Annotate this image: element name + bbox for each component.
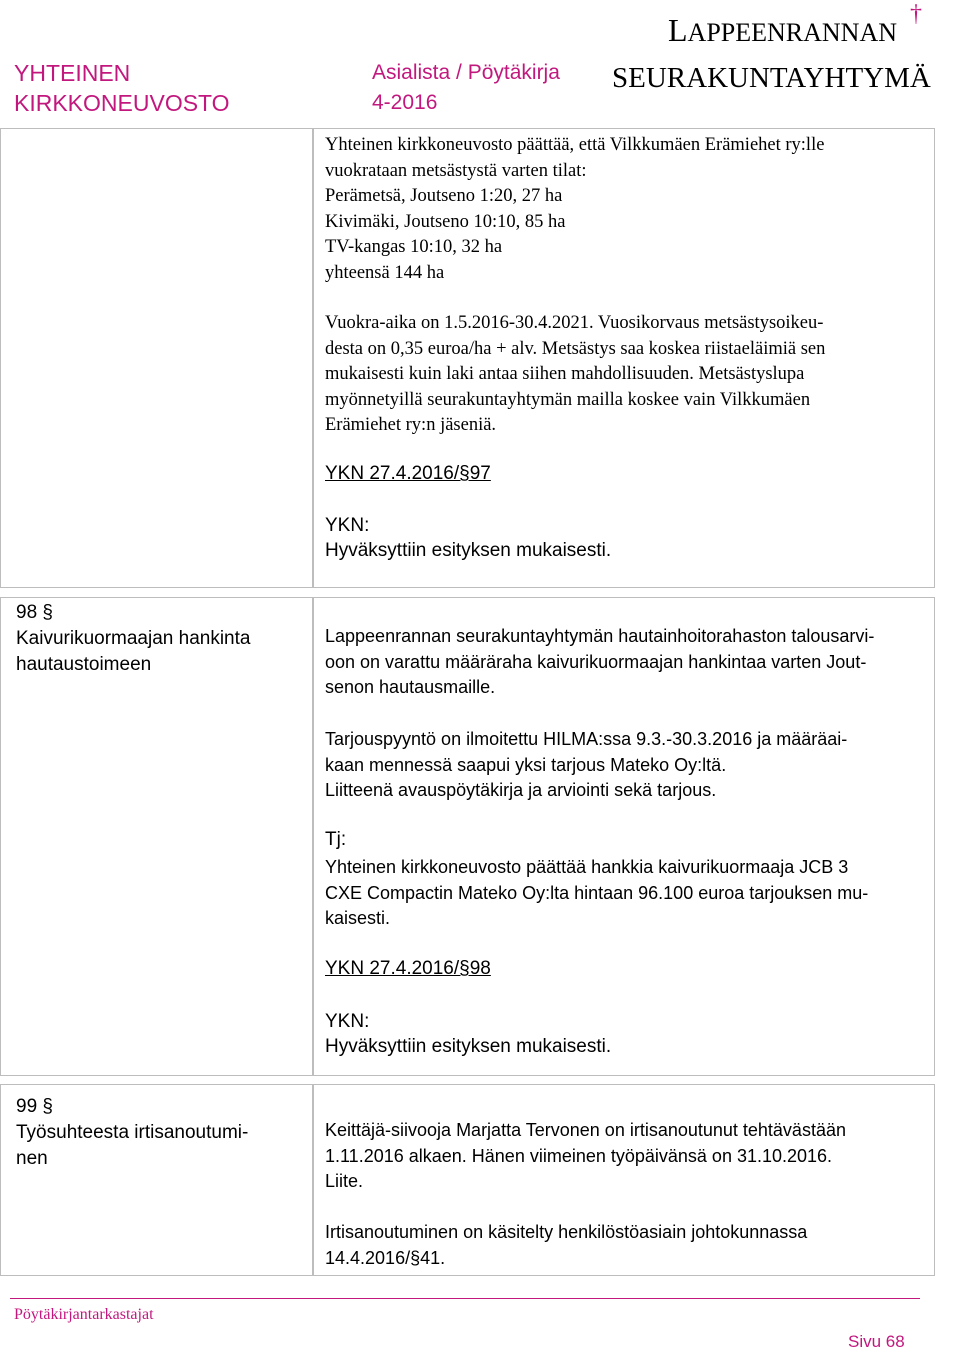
prev-decision-label: YKN: bbox=[325, 515, 370, 536]
section-98-decision-label: YKN: bbox=[325, 1011, 370, 1032]
footer-reviewers-label: Pöytäkirjantarkastajat bbox=[14, 1306, 154, 1323]
prev-meeting-reference: YKN 27.4.2016/§97 bbox=[325, 463, 491, 484]
section-title: Työsuhteesta irtisanoutumi- bbox=[16, 1122, 249, 1143]
document-type-line1: Asialista / Pöytäkirja bbox=[372, 61, 560, 84]
text-line: Yhteinen kirkkoneuvosto päättää, että Vilkkumäen Erämiehet ry:lle bbox=[325, 135, 825, 155]
cross-icon: † bbox=[910, 1, 922, 27]
text-line: desta on 0,35 euroa/ha + alv. Metsästys saa koskea riistaeläimiä sen bbox=[325, 338, 826, 359]
text-line: oon on varattu määräraha kaivurikuormaajan hankintaa varten Jout- bbox=[325, 651, 867, 672]
text-line: Lappeenrannan seurakuntayhtymän hautainhoitorahaston talousarvi- bbox=[325, 626, 875, 646]
footer-divider bbox=[10, 1298, 920, 1299]
section-number: 99 § bbox=[16, 1096, 53, 1117]
brand-rest: APPEENRANNAN bbox=[687, 18, 898, 47]
page-number: Sivu 68 bbox=[848, 1332, 905, 1351]
org-name bbox=[14, 58, 230, 118]
section-title: Kaivurikuormaajan hankinta bbox=[16, 628, 251, 649]
brand-subtitle: SEURAKUNTAYHTYMÄ bbox=[612, 62, 931, 94]
text-line: Vuokra-aika on 1.5.2016-30.4.2021. Vuosikorvaus metsästysoikeu- bbox=[325, 313, 824, 333]
text-line: kaan mennessä saapui yksi tarjous Mateko Oy:ltä. bbox=[325, 754, 727, 775]
text-line: Tarjouspyyntö on ilmoitettu HILMA:ssa 9.3.-30.3.2016 ja määräai- bbox=[325, 729, 848, 749]
section-98-description bbox=[325, 624, 925, 701]
document-type bbox=[372, 58, 560, 118]
brand-initial: L bbox=[668, 12, 688, 48]
text-line: Liitteenä avauspöytäkirja ja arviointi sekä tarjous. bbox=[325, 780, 717, 801]
section-99-handling bbox=[325, 1220, 925, 1271]
section-98-proposal-label: Tj: bbox=[325, 829, 347, 850]
text-line: CXE Compactin Mateko Oy:lta hintaan 96.100 euroa tarjouksen mu- bbox=[325, 882, 869, 903]
table-cell-left-prev bbox=[0, 128, 313, 588]
section-98-proposal bbox=[325, 855, 925, 932]
section-98-meeting-reference: YKN 27.4.2016/§98 bbox=[325, 958, 491, 979]
text-line: Yhteinen kirkkoneuvosto päättää hankkia kaivurikuormaaja JCB 3 bbox=[325, 857, 849, 877]
text-line: vuokrataan metsästystä varten tilat: bbox=[325, 160, 587, 181]
prev-decision-result: Hyväksyttiin esityksen mukaisesti. bbox=[325, 540, 612, 561]
section-99-description bbox=[325, 1118, 925, 1195]
section-title: hautaustoimeen bbox=[16, 654, 152, 675]
section-title: nen bbox=[16, 1148, 48, 1169]
brand-name bbox=[668, 10, 897, 53]
text-line: Perämetsä, Joutseno 1:20, 27 ha bbox=[325, 186, 563, 207]
text-line: 1.11.2016 alkaen. Hänen viimeinen työpäivänsä on 31.10.2016. bbox=[325, 1145, 833, 1166]
text-line: Keittäjä-siivooja Marjatta Tervonen on irtisanoutunut tehtävästään bbox=[325, 1120, 846, 1140]
prev-lease-terms bbox=[325, 311, 925, 439]
text-line: Kivimäki, Joutseno 10:10, 85 ha bbox=[325, 211, 566, 232]
section-98-heading bbox=[16, 600, 250, 678]
text-line: myönnetyillä seurakuntayhtymän mailla koskee vain Vilkkumäen bbox=[325, 389, 811, 410]
prev-decision-text bbox=[325, 133, 925, 287]
section-number: 98 § bbox=[16, 602, 53, 623]
org-name-line1: YHTEINEN bbox=[14, 60, 131, 86]
text-line: Liite. bbox=[325, 1171, 364, 1192]
text-line: 14.4.2016/§41. bbox=[325, 1247, 446, 1268]
section-98-tender bbox=[325, 727, 925, 804]
text-line: senon hautausmaille. bbox=[325, 677, 496, 698]
text-line: Irtisanoutuminen on käsitelty henkilöstöasiain johtokunnassa bbox=[325, 1222, 808, 1242]
text-line: Erämiehet ry:n jäseniä. bbox=[325, 415, 497, 436]
section-99-heading bbox=[16, 1094, 248, 1172]
document-number: 4-2016 bbox=[372, 91, 438, 114]
org-name-line2: KIRKKONEUVOSTO bbox=[14, 90, 230, 116]
text-line: TV-kangas 10:10, 32 ha bbox=[325, 237, 503, 258]
text-line: kaisesti. bbox=[325, 908, 391, 929]
section-98-decision-result: Hyväksyttiin esityksen mukaisesti. bbox=[325, 1036, 612, 1057]
text-line: mukaisesti kuin laki antaa siihen mahdollisuuden. Metsästyslupa bbox=[325, 364, 805, 385]
text-line: yhteensä 144 ha bbox=[325, 262, 445, 283]
